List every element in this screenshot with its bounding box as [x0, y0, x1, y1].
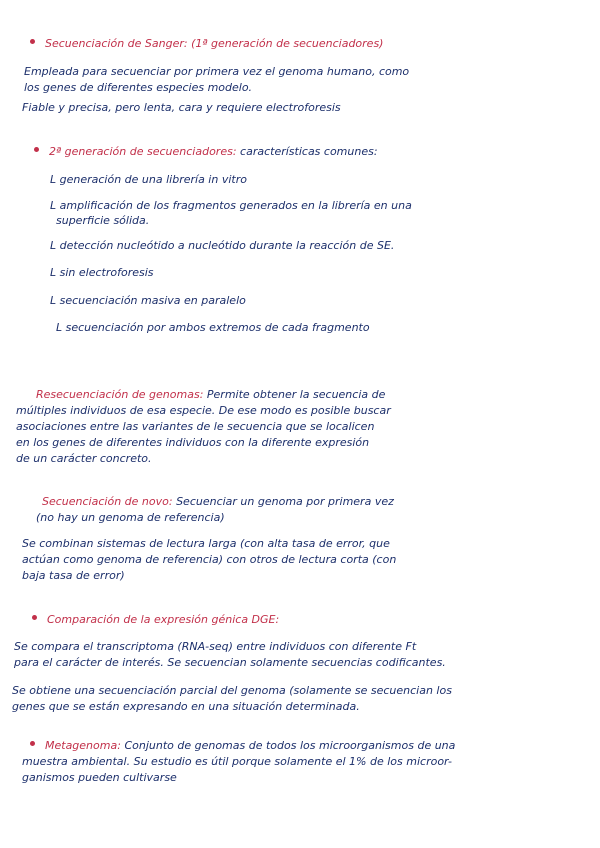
- text-line: L amplificación de los fragmentos generados en la librería en una: [50, 199, 412, 212]
- metagenoma-paragraph: [22, 754, 452, 786]
- text-line: Se obtiene una secuenciación parcial del genoma (solamente se secuencian los: [12, 684, 452, 697]
- denovo-paragraph: [22, 536, 396, 584]
- text-line: los genes de diferentes especies modelo.: [24, 81, 253, 94]
- ngs-item: [50, 265, 154, 281]
- ngs-item: [56, 213, 149, 229]
- denovo-subline: [36, 510, 225, 526]
- text-line: Empleada para secuenciar por primera vez el genoma humano, como: [24, 65, 410, 78]
- metagenoma-heading-text: Metagenoma:: [45, 739, 121, 752]
- ngs-heading-blue: características comunes:: [240, 145, 378, 158]
- ngs-item: [56, 320, 370, 336]
- metagenoma-first-line: Conjunto de genomas de todos los microorganismos de una: [124, 739, 456, 752]
- text-line: L sin electroforesis: [50, 266, 154, 279]
- text-line: ganismos pueden cultivarse: [22, 771, 177, 784]
- text-line: (no hay un genoma de referencia): [36, 511, 225, 524]
- text-line: genes que se están expresando en una situación determinada.: [12, 700, 360, 713]
- sanger-heading-text: Secuenciación de Sanger: (1ª generación de secuenciadores): [45, 37, 384, 50]
- dge-paragraph-2: [12, 683, 452, 715]
- bullet-icon: [30, 39, 35, 44]
- text-line: asociaciones entre las variantes de le secuencia que se localicen: [16, 420, 375, 433]
- text-line: en los genes de diferentes individuos con la diferente expresión: [16, 436, 370, 449]
- metagenoma-heading: [30, 738, 455, 754]
- resecuenciacion-heading: [36, 387, 385, 403]
- resecuenciacion-first-line: Permite obtener la secuencia de: [206, 388, 386, 401]
- ngs-heading: [34, 144, 378, 160]
- dge-heading: [32, 612, 279, 628]
- text-line: Se combinan sistemas de lectura larga (con alta tasa de error, que: [22, 537, 390, 550]
- sanger-heading: [30, 36, 383, 52]
- text-line: para el carácter de interés. Se secuencian solamente secuencias codificantes.: [14, 656, 446, 669]
- resecuenciacion-paragraph: [16, 403, 391, 467]
- text-line: muestra ambiental. Su estudio es útil porque solamente el 1% de los microor-: [22, 755, 452, 768]
- denovo-heading-text: Secuenciación de novo:: [42, 495, 173, 508]
- text-line: superficie sólida.: [56, 214, 150, 227]
- text-line: L detección nucleótido a nucleótido durante la reacción de SE.: [50, 239, 395, 252]
- text-line: baja tasa de error): [22, 569, 125, 582]
- text-line: L generación de una librería in vitro: [50, 173, 247, 186]
- dge-heading-text: Comparación de la expresión génica DGE:: [47, 613, 280, 626]
- text-line: Fiable y precisa, pero lenta, cara y requiere electroforesis: [22, 101, 341, 114]
- denovo-first-line: Secuenciar un genoma por primera vez: [176, 495, 394, 508]
- sanger-paragraph: [24, 64, 409, 96]
- dge-paragraph-1: [14, 639, 446, 671]
- text-line: actúan como genoma de referencia) con otros de lectura corta (con: [22, 553, 397, 566]
- ngs-item: [50, 238, 394, 254]
- ngs-item: [50, 198, 412, 214]
- bullet-icon: [34, 147, 39, 152]
- denovo-heading: [42, 494, 394, 510]
- ngs-item: [50, 293, 246, 309]
- bullet-icon: [30, 741, 35, 746]
- resecuenciacion-heading-text: Resecuenciación de genomas:: [36, 388, 204, 401]
- ngs-heading-red: 2ª generación de secuenciadores:: [49, 145, 237, 158]
- text-line: L secuenciación masiva en paralelo: [50, 294, 246, 307]
- bullet-icon: [32, 615, 37, 620]
- text-line: de un carácter concreto.: [16, 452, 152, 465]
- text-line: múltiples individuos de esa especie. De ese modo es posible buscar: [16, 404, 391, 417]
- text-line: L secuenciación por ambos extremos de cada fragmento: [56, 321, 370, 334]
- sanger-note: [22, 100, 341, 116]
- text-line: Se compara el transcriptoma (RNA-seq) entre individuos con diferente Ft: [14, 640, 417, 653]
- ngs-item: [50, 172, 247, 188]
